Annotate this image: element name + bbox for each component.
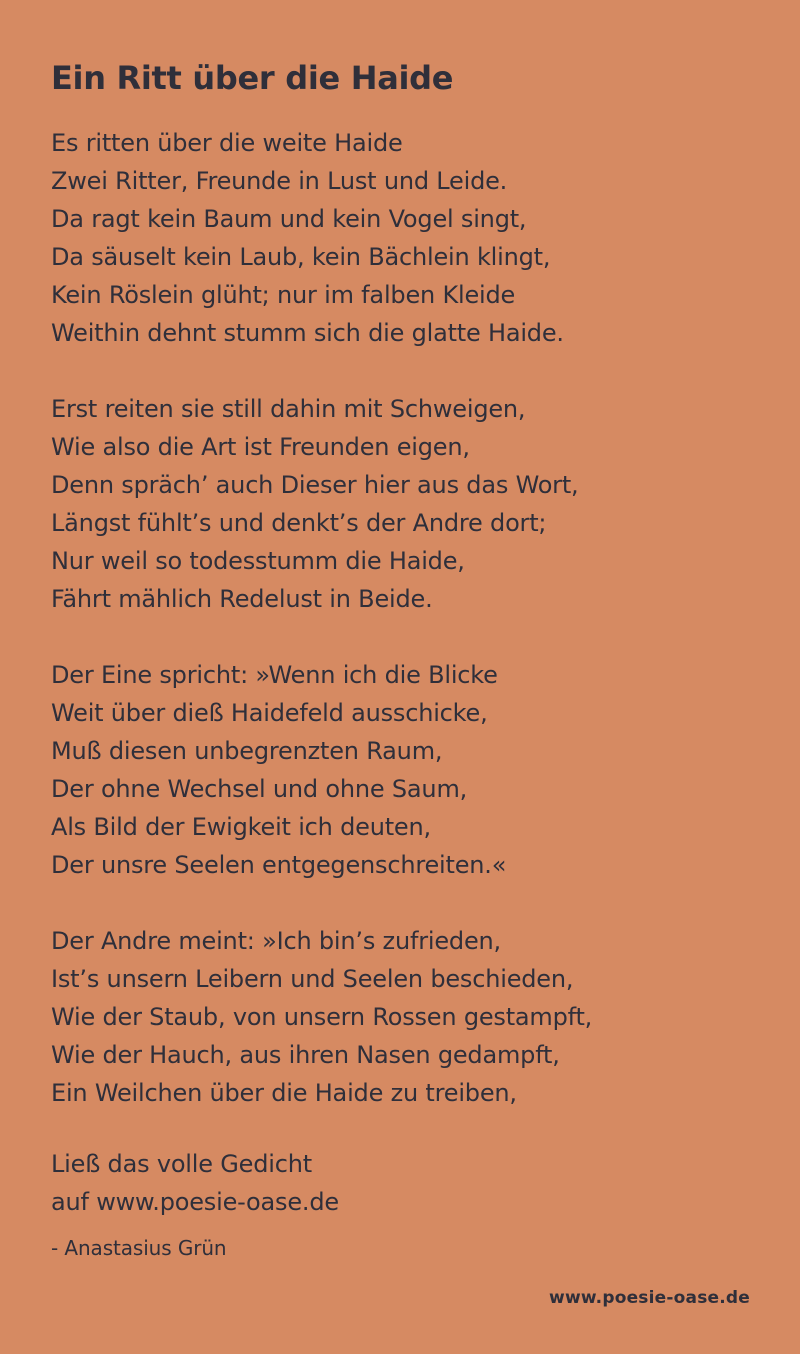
poem-line: Der ohne Wechsel und ohne Saum, (51, 775, 468, 803)
poem-line: Weit über dieß Haidefeld ausschicke, (51, 699, 488, 727)
poem-line: Weithin dehnt stumm sich die glatte Haide. (51, 319, 564, 347)
cta-line: Ließ das volle Gedicht (51, 1150, 312, 1178)
poem-line: Wie der Hauch, aus ihren Nasen gedampft, (51, 1041, 560, 1069)
site-watermark: www.poesie-oase.de (549, 1288, 750, 1308)
poem-card (51, 56, 771, 1263)
poem-line: Als Bild der Ewigkeit ich deuten, (51, 813, 431, 841)
poem-line: Denn spräch’ auch Dieser hier aus das Wort, (51, 471, 579, 499)
poem-line: Der unsre Seelen entgegenschreiten.« (51, 851, 507, 879)
stanza-3 (51, 656, 771, 884)
poem-line: Der Andre meint: »Ich bin’s zufrieden, (51, 927, 501, 955)
poem-line: Da säuselt kein Laub, kein Bächlein klingt, (51, 243, 551, 271)
read-full-poem-note (51, 1145, 771, 1221)
poem-line: Wie also die Art ist Freunden eigen, (51, 433, 470, 461)
cta-link-line[interactable]: auf www.poesie-oase.de (51, 1188, 339, 1216)
poem-line: Nur weil so todesstumm die Haide, (51, 547, 465, 575)
poem-line: Da ragt kein Baum und kein Vogel singt, (51, 205, 527, 233)
stanza-2 (51, 390, 771, 618)
poem-line: Kein Röslein glüht; nur im falben Kleide (51, 281, 516, 309)
poem-line: Es ritten über die weite Haide (51, 129, 403, 157)
poem-line: Wie der Staub, von unsern Rossen gestampft, (51, 1003, 593, 1031)
poem-title: Ein Ritt über die Haide (51, 59, 454, 97)
poem-line: Ist’s unsern Leibern und Seelen beschieden, (51, 965, 574, 993)
poem-line: Fährt mählich Redelust in Beide. (51, 585, 433, 613)
poem-line: Der Eine spricht: »Wenn ich die Blicke (51, 661, 498, 689)
poem-line: Erst reiten sie still dahin mit Schweigen, (51, 395, 526, 423)
stanza-4 (51, 922, 771, 1112)
stanza-1 (51, 124, 771, 352)
poem-line: Zwei Ritter, Freunde in Lust und Leide. (51, 167, 508, 195)
poem-line: Ein Weilchen über die Haide zu treiben, (51, 1079, 517, 1107)
author-credit: - Anastasius Grün (51, 1236, 227, 1260)
poem-line: Längst fühlt’s und denkt’s der Andre dort; (51, 509, 547, 537)
poem-line: Muß diesen unbegrenzten Raum, (51, 737, 443, 765)
